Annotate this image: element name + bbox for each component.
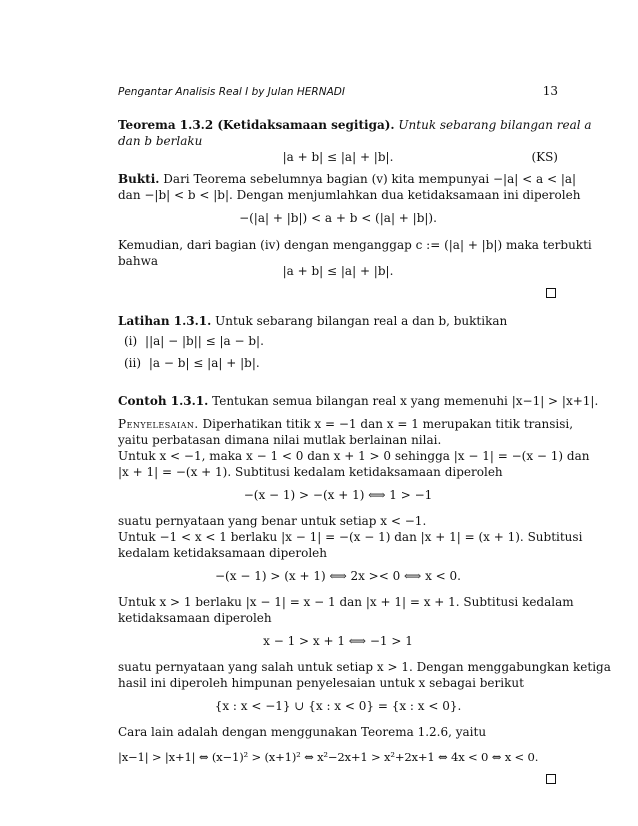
solution-line2: yaitu perbatasan dimana nilai mutlak berlainan nilai.	[118, 433, 442, 447]
solution-label: Penyelesaian.	[118, 417, 199, 431]
solution-line1	[118, 417, 574, 432]
solution-line3: Untuk x < −1, maka x − 1 < 0 dan x + 1 > 0 sehingga |x − 1| = −(x − 1) dan	[118, 449, 590, 463]
proof-line4: bahwa	[118, 254, 158, 268]
theorem-statement-line1: Untuk sebarang bilangan real a	[398, 118, 592, 132]
solution-line4: |x + 1| = −(x + 1). Subtitusi kedalam ketidaksamaan diperoleh	[118, 465, 503, 479]
solution-equation2: −(x − 1) > (x + 1) ⟺ 2x >< 0 ⟺ x < 0.	[215, 569, 461, 583]
proof-equation1: −(|a| + |b|) < a + b < (|a| + |b|).	[239, 211, 437, 225]
exercise-label: Latihan 1.3.1.	[118, 314, 212, 328]
proof-line3: Kemudian, dari bagian (iv) dengan menganggap c := (|a| + |b|) maka terbukti	[118, 238, 592, 252]
qed-box	[546, 288, 556, 298]
proof-line1	[118, 172, 577, 187]
theorem-statement-text: dan b berlaku	[118, 134, 203, 148]
qed-box	[546, 774, 556, 784]
theorem-heading	[118, 118, 592, 133]
exercise-item-text: ||a| − |b|| ≤ |a − b|.	[145, 334, 264, 348]
theorem-label: Teorema 1.3.2 (Ketidaksamaan segitiga).	[118, 118, 395, 132]
running-header: Pengantar Analisis Real I by Julan HERNADI	[118, 86, 345, 98]
exercise-text: Untuk sebarang bilangan real a dan b, buktikan	[215, 314, 508, 328]
proof-equation2: |a + b| ≤ |a| + |b|.	[282, 264, 394, 278]
equation-tag: (KS)	[531, 150, 558, 164]
solution-line10: suatu pernyataan yang salah untuk setiap x > 1. Dengan menggabungkan ketiga	[118, 660, 611, 674]
exercise-item	[124, 334, 264, 349]
theorem-equation	[118, 150, 558, 165]
proof-label: Bukti.	[118, 172, 160, 186]
solution-line8: Untuk x > 1 berlaku |x − 1| = x − 1 dan |x + 1| = x + 1. Subtitusi kedalam	[118, 595, 574, 609]
solution-text-1: Diperhatikan titik x = −1 dan x = 1 merupakan titik transisi,	[202, 417, 574, 431]
page-number: 13	[542, 84, 558, 98]
proof-text-1: Dari Teorema sebelumnya bagian (v) kita mempunyai −|a| < a < |a|	[163, 172, 577, 186]
solution-line11: hasil ini diperoleh himpunan penyelesaian untuk x sebagai berikut	[118, 676, 524, 690]
example-heading	[118, 394, 599, 409]
exercise-item-number: (ii)	[124, 356, 142, 370]
theorem-statement-line2	[118, 134, 558, 149]
solution-equation4: {x : x < −1} ∪ {x : x < 0} = {x : x < 0}.	[214, 699, 462, 713]
exercise-heading	[118, 314, 558, 329]
exercise-item	[124, 356, 260, 371]
theorem-equation-text: |a + b| ≤ |a| + |b|.	[282, 150, 394, 164]
solution-line5: suatu pernyataan yang benar untuk setiap x < −1.	[118, 514, 427, 528]
solution-line9: ketidaksamaan diperoleh	[118, 611, 272, 625]
example-text: Tentukan semua bilangan real x yang memenuhi |x−1| > |x+1|.	[212, 394, 599, 408]
solution-line7: kedalam ketidaksamaan diperoleh	[118, 546, 328, 560]
exercise-item-number: (i)	[124, 334, 138, 348]
exercise-item-text: |a − b| ≤ |a| + |b|.	[148, 356, 260, 370]
solution-line12: Cara lain adalah dengan menggunakan Teorema 1.2.6, yaitu	[118, 725, 487, 739]
solution-equation1: −(x − 1) > −(x + 1) ⟺ 1 > −1	[243, 488, 433, 502]
example-label: Contoh 1.3.1.	[118, 394, 209, 408]
solution-line6: Untuk −1 < x < 1 berlaku |x − 1| = −(x − 1) dan |x + 1| = (x + 1). Subtitusi	[118, 530, 583, 544]
solution-equation5: |x−1| > |x+1| ⇔ (x−1)² > (x+1)² ⇔ x²−2x+1 > x²+2x+1 ⇔ 4x < 0 ⇔ x < 0.	[118, 750, 539, 764]
proof-line2: dan −|b| < b < |b|. Dengan menjumlahkan dua ketidaksamaan ini diperoleh	[118, 188, 581, 202]
solution-equation3: x − 1 > x + 1 ⟺ −1 > 1	[263, 634, 413, 648]
